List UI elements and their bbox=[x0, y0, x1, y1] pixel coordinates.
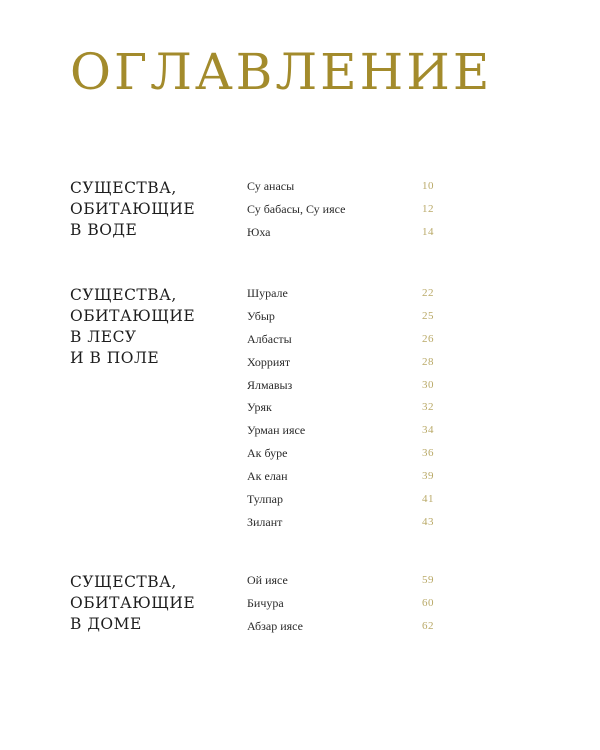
entry-title: Абзар иясе bbox=[247, 618, 303, 633]
section-heading-line: СУЩЕСТВА, bbox=[70, 179, 177, 197]
toc-entry[interactable] bbox=[247, 445, 447, 468]
entry-list bbox=[247, 572, 447, 641]
toc-entry[interactable] bbox=[247, 224, 447, 247]
entry-title: Ак буре bbox=[247, 446, 288, 461]
page-title: ОГЛАВЛЕНИЕ bbox=[70, 43, 493, 101]
toc-entry[interactable] bbox=[247, 399, 447, 422]
toc-entry[interactable] bbox=[247, 491, 447, 514]
toc-entry[interactable] bbox=[247, 572, 447, 595]
entry-title: Зилант bbox=[247, 514, 283, 529]
entry-title: Урман иясе bbox=[247, 423, 306, 438]
entry-page-number: 62 bbox=[422, 619, 434, 632]
section-heading-line: ОБИТАЮЩИЕ bbox=[70, 594, 196, 612]
entry-page-number: 34 bbox=[422, 424, 434, 437]
entry-page-number: 41 bbox=[422, 493, 434, 506]
section-heading-line: СУЩЕСТВА, bbox=[70, 286, 177, 304]
entry-title: Су анасы bbox=[247, 179, 295, 193]
entry-page-number: 22 bbox=[422, 287, 434, 299]
entry-title: Убыр bbox=[247, 308, 275, 323]
section-heading-line: СУЩЕСТВА, bbox=[70, 573, 177, 591]
section-heading bbox=[70, 285, 240, 369]
toc-entry[interactable] bbox=[247, 331, 447, 354]
toc-entry[interactable] bbox=[247, 422, 447, 445]
section-heading bbox=[70, 178, 240, 241]
entry-page-number: 43 bbox=[422, 515, 434, 528]
section-heading-line: ОБИТАЮЩИЕ bbox=[70, 200, 196, 218]
toc-entry[interactable] bbox=[247, 354, 447, 377]
entry-page-number: 14 bbox=[422, 225, 434, 238]
toc-entry[interactable] bbox=[247, 285, 447, 308]
entry-title: Юха bbox=[247, 224, 271, 239]
toc-entry[interactable] bbox=[247, 308, 447, 331]
entry-page-number: 60 bbox=[422, 596, 434, 609]
section-heading-line: В ЛЕСУ bbox=[70, 328, 137, 346]
entry-page-number: 26 bbox=[422, 332, 434, 345]
entry-title: Ой иясе bbox=[247, 573, 288, 587]
toc-entry[interactable] bbox=[247, 178, 447, 201]
toc-entry[interactable] bbox=[247, 468, 447, 491]
entry-title: Ак елан bbox=[247, 469, 288, 484]
section-heading bbox=[70, 572, 240, 635]
entry-page-number: 10 bbox=[422, 180, 434, 192]
toc-entry[interactable] bbox=[247, 201, 447, 224]
entry-page-number: 25 bbox=[422, 309, 434, 322]
entry-list bbox=[247, 285, 447, 537]
entry-title: Хоррият bbox=[247, 354, 291, 369]
toc-entry[interactable] bbox=[247, 514, 447, 537]
toc-entry[interactable] bbox=[247, 618, 447, 641]
entry-title: Албасты bbox=[247, 331, 292, 346]
toc-entry[interactable] bbox=[247, 595, 447, 618]
entry-title: Су бабасы, Су иясе bbox=[247, 201, 346, 216]
entry-title: Шурале bbox=[247, 286, 288, 300]
entry-title: Уряк bbox=[247, 400, 272, 415]
entry-list bbox=[247, 178, 447, 247]
entry-page-number: 32 bbox=[422, 401, 434, 414]
entry-page-number: 28 bbox=[422, 355, 434, 368]
section-heading-line: И В ПОЛЕ bbox=[70, 349, 160, 367]
entry-title: Бичура bbox=[247, 595, 284, 610]
entry-page-number: 36 bbox=[422, 447, 434, 460]
entry-page-number: 59 bbox=[422, 574, 434, 586]
toc-entry[interactable] bbox=[247, 377, 447, 400]
entry-page-number: 39 bbox=[422, 470, 434, 483]
entry-title: Тулпар bbox=[247, 492, 283, 507]
entry-title: Ялмавыз bbox=[247, 377, 293, 392]
section-heading-line: В ВОДЕ bbox=[70, 221, 138, 239]
entry-page-number: 30 bbox=[422, 378, 434, 391]
section-heading-line: ОБИТАЮЩИЕ bbox=[70, 307, 196, 325]
section-heading-line: В ДОМЕ bbox=[70, 615, 142, 633]
entry-page-number: 12 bbox=[422, 202, 434, 215]
